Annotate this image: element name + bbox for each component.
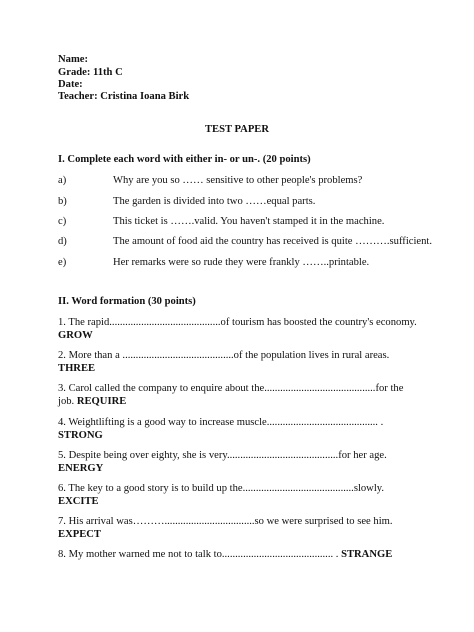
section1-item-text: The amount of food aid the country has received is quite ……….sufficient. [113, 236, 433, 247]
word-formation-sentence: 2. More than a ..........................................of the population lives in rural areas. [58, 350, 390, 361]
word-formation-sentence-inline [58, 549, 392, 562]
teacher-label: Teacher: Cristina Ioana Birk [58, 91, 190, 102]
word-formation-keyword: REQUIRE [76, 396, 127, 407]
word-formation-keyword: ENERGY [58, 463, 104, 474]
section1-item-letter: d) [58, 236, 67, 247]
word-formation-sentence: 3. Carol called the company to enquire about the..........................................for the [58, 383, 404, 394]
word-formation-keyword: STRONG [58, 430, 103, 441]
section1-item-text: Why are you so …… sensitive to other people's problems? [113, 175, 363, 186]
word-formation-sentence: 5. Despite being over eighty, she is very..........................................for her age. [58, 450, 387, 461]
page-title: TEST PAPER [204, 124, 270, 135]
name-label: Name: [58, 54, 89, 65]
grade-label: Grade: 11th C [58, 67, 123, 78]
word-formation-keyword: GROW [58, 330, 93, 341]
word-formation-continuation-text: job. [58, 396, 77, 407]
word-formation-sentence: 7. His arrival was………..................................so we were surprised to see him. [58, 516, 393, 527]
word-formation-sentence: 8. My mother warned me not to talk to.......................................... . [58, 549, 342, 560]
section1-item-text: Her remarks were so rude they were frankly ……..printable. [113, 257, 370, 268]
section1-item-letter: c) [58, 216, 67, 227]
section1-heading: I. Complete each word with either in- or un-. (20 points) [58, 154, 311, 165]
word-formation-sentence: 1. The rapid..........................................of tourism has boosted the country's economy. [58, 317, 417, 328]
section1-item-text: This ticket is …….valid. You haven't stamped it in the machine. [113, 216, 385, 227]
section1-item-text: The garden is divided into two ……equal parts. [113, 196, 316, 207]
word-formation-keyword: STRANGE [341, 549, 393, 560]
section1-item-letter: b) [58, 196, 67, 207]
word-formation-sentence: 6. The key to a good story is to build up the..........................................slowly. [58, 483, 385, 494]
date-label: Date: [58, 79, 83, 90]
word-formation-sentence: 4. Weightlifting is a good way to increase muscle.......................................... . [58, 417, 384, 428]
word-formation-continuation [58, 396, 126, 409]
section1-item-letter: a) [58, 175, 67, 186]
word-formation-keyword: EXPECT [58, 529, 101, 540]
word-formation-keyword: EXCITE [58, 496, 99, 507]
section2-heading: II. Word formation (30 points) [58, 296, 196, 307]
section1-item-letter: e) [58, 257, 67, 268]
word-formation-keyword: THREE [58, 363, 96, 374]
